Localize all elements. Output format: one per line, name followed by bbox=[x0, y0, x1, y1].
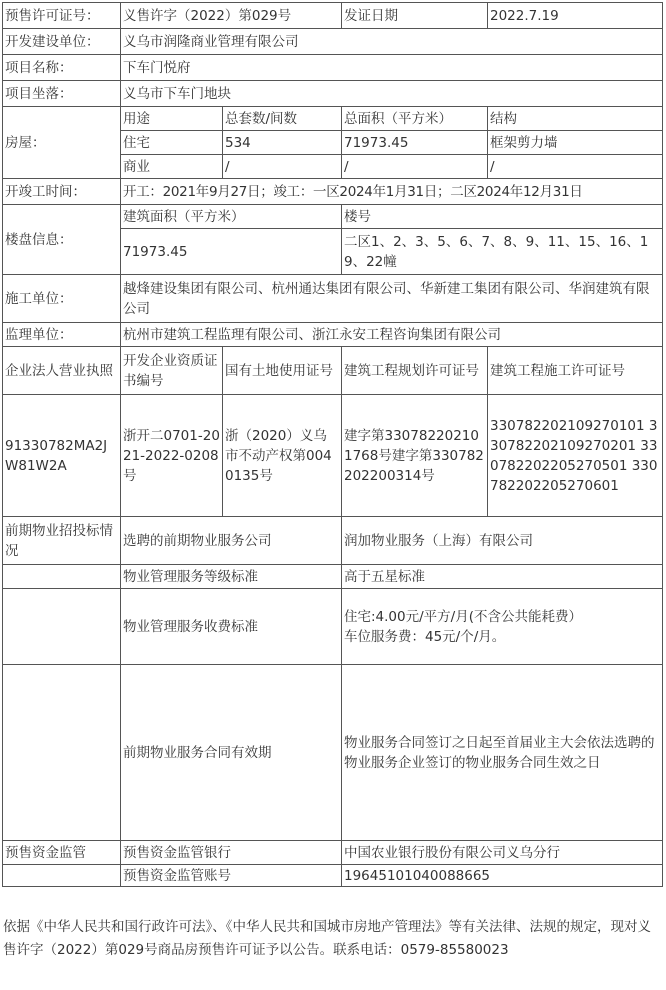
contractor-value: 越烽建设集团有限公司、杭州通达集团有限公司、华新建工集团有限公司、华润建筑有限公司 bbox=[121, 275, 663, 323]
empty-cell bbox=[3, 865, 121, 887]
row-license-values bbox=[3, 395, 663, 517]
row-housing-header bbox=[3, 107, 663, 131]
property-fee-label: 物业管理服务收费标准 bbox=[121, 589, 342, 665]
issue-date: 2022.7.19 bbox=[488, 3, 663, 29]
license-header-business: 企业法人营业执照 bbox=[3, 347, 121, 395]
permit-label: 预售许可证号： bbox=[3, 3, 121, 29]
row-construction-time bbox=[3, 179, 663, 205]
row-developer bbox=[3, 29, 663, 55]
permit-table bbox=[2, 2, 663, 887]
building-numbers: 二区1、2、3、5、6、7、8、9、11、15、16、19、22幢 bbox=[342, 229, 663, 275]
row-project-name bbox=[3, 55, 663, 81]
housing-header-structure: 结构 bbox=[488, 107, 663, 131]
supervisor-value: 杭州市建筑工程监理有限公司、浙江永安工程咨询集团有限公司 bbox=[121, 323, 663, 347]
escrow-account-label: 预售资金监管账号 bbox=[121, 865, 342, 887]
empty-cell bbox=[3, 589, 121, 665]
permit-number: 义售许字（2022）第029号 bbox=[121, 3, 342, 29]
property-validity-value: 物业服务合同签订之日起至首届业主大会依法选聘的物业服务企业签订的物业服务合同生效之日 bbox=[342, 665, 663, 841]
escrow-label: 预售资金监管 bbox=[3, 841, 121, 865]
row-supervisor bbox=[3, 323, 663, 347]
housing-cell: 534 bbox=[223, 131, 342, 155]
row-building-header bbox=[3, 205, 663, 229]
row-property-company bbox=[3, 517, 663, 565]
row-contractor bbox=[3, 275, 663, 323]
escrow-bank-label: 预售资金监管银行 bbox=[121, 841, 342, 865]
issue-date-label: 发证日期 bbox=[342, 3, 488, 29]
row-license-headers bbox=[3, 347, 663, 395]
row-escrow-bank bbox=[3, 841, 663, 865]
developer-label: 开发建设单位： bbox=[3, 29, 121, 55]
row-permit bbox=[3, 3, 663, 29]
property-validity-label: 前期物业服务合同有效期 bbox=[121, 665, 342, 841]
row-property-validity bbox=[3, 665, 663, 841]
project-location-value: 义乌市下车门地块 bbox=[121, 81, 663, 107]
building-number-header: 楼号 bbox=[342, 205, 663, 229]
license-header-land: 国有土地使用证号 bbox=[223, 347, 342, 395]
property-level-value: 高于五星标准 bbox=[342, 565, 663, 589]
escrow-account-value: 19645101040088665 bbox=[342, 865, 663, 887]
license-header-construction: 建筑工程施工许可证号 bbox=[488, 347, 663, 395]
property-fee-parking: 车位服务费：45元/个/月。 bbox=[344, 628, 506, 645]
empty-cell bbox=[3, 565, 121, 589]
housing-cell: / bbox=[488, 155, 663, 179]
project-name-label: 项目名称： bbox=[3, 55, 121, 81]
building-area-header: 建筑面积（平方米） bbox=[121, 205, 342, 229]
property-fee-value bbox=[342, 589, 663, 665]
property-company-label: 选聘的前期物业服务公司 bbox=[121, 517, 342, 565]
housing-header-units: 总套数/间数 bbox=[223, 107, 342, 131]
housing-cell: 住宅 bbox=[121, 131, 223, 155]
housing-cell: 商业 bbox=[121, 155, 223, 179]
construction-time-label: 开竣工时间： bbox=[3, 179, 121, 205]
property-fee-residential: 住宅:4.00元/平方/月(不含公共能耗费） bbox=[344, 608, 582, 625]
license-planning-value: 建字第330782202101768号建字第330782202200314号 bbox=[342, 395, 488, 517]
housing-cell: / bbox=[223, 155, 342, 179]
contractor-label: 施工单位： bbox=[3, 275, 121, 323]
property-company-value: 润加物业服务（上海）有限公司 bbox=[342, 517, 663, 565]
property-level-label: 物业管理服务等级标准 bbox=[121, 565, 342, 589]
row-property-level bbox=[3, 565, 663, 589]
housing-cell: 71973.45 bbox=[342, 131, 488, 155]
row-property-fee bbox=[3, 589, 663, 665]
housing-label: 房屋： bbox=[3, 107, 121, 179]
empty-cell bbox=[3, 665, 121, 841]
developer-value: 义乌市润隆商业管理有限公司 bbox=[121, 29, 663, 55]
housing-cell: / bbox=[342, 155, 488, 179]
footer-note: 依据《中华人民共和国行政许可法》、《中华人民共和国城市房地产管理法》等有关法律、法规的规定，现对义售许字（2022）第029号商品房预售许可证予以公告。联系电话：0579-85580023 bbox=[3, 919, 651, 958]
housing-header-area: 总面积（平方米） bbox=[342, 107, 488, 131]
project-name-value: 下车门悦府 bbox=[121, 55, 663, 81]
license-business-value: 91330782MA2JW81W2A bbox=[3, 395, 121, 517]
row-escrow-account bbox=[3, 865, 663, 887]
building-area-value: 71973.45 bbox=[121, 229, 342, 275]
building-info-label: 楼盘信息： bbox=[3, 205, 121, 275]
license-header-qualification: 开发企业资质证书编号 bbox=[121, 347, 223, 395]
license-land-value: 浙（2020）义乌市不动产权第0040135号 bbox=[223, 395, 342, 517]
license-header-planning: 建筑工程规划许可证号 bbox=[342, 347, 488, 395]
housing-header-usage: 用途 bbox=[121, 107, 223, 131]
construction-time-value: 开工：2021年9月27日；竣工：一区2024年1月31日；二区2024年12月31日 bbox=[121, 179, 663, 205]
license-qualification-value: 浙开二0701-2021-2022-0208号 bbox=[121, 395, 223, 517]
housing-cell: 框架剪力墙 bbox=[488, 131, 663, 155]
supervisor-label: 监理单位： bbox=[3, 323, 121, 347]
license-construction-value: 330782202109270101 330782202109270201 330782202205270501 330782202205270601 bbox=[488, 395, 663, 517]
row-project-location bbox=[3, 81, 663, 107]
property-mgmt-label: 前期物业招投标情况 bbox=[3, 517, 121, 565]
escrow-bank-value: 中国农业银行股份有限公司义乌分行 bbox=[342, 841, 663, 865]
project-location-label: 项目坐落： bbox=[3, 81, 121, 107]
